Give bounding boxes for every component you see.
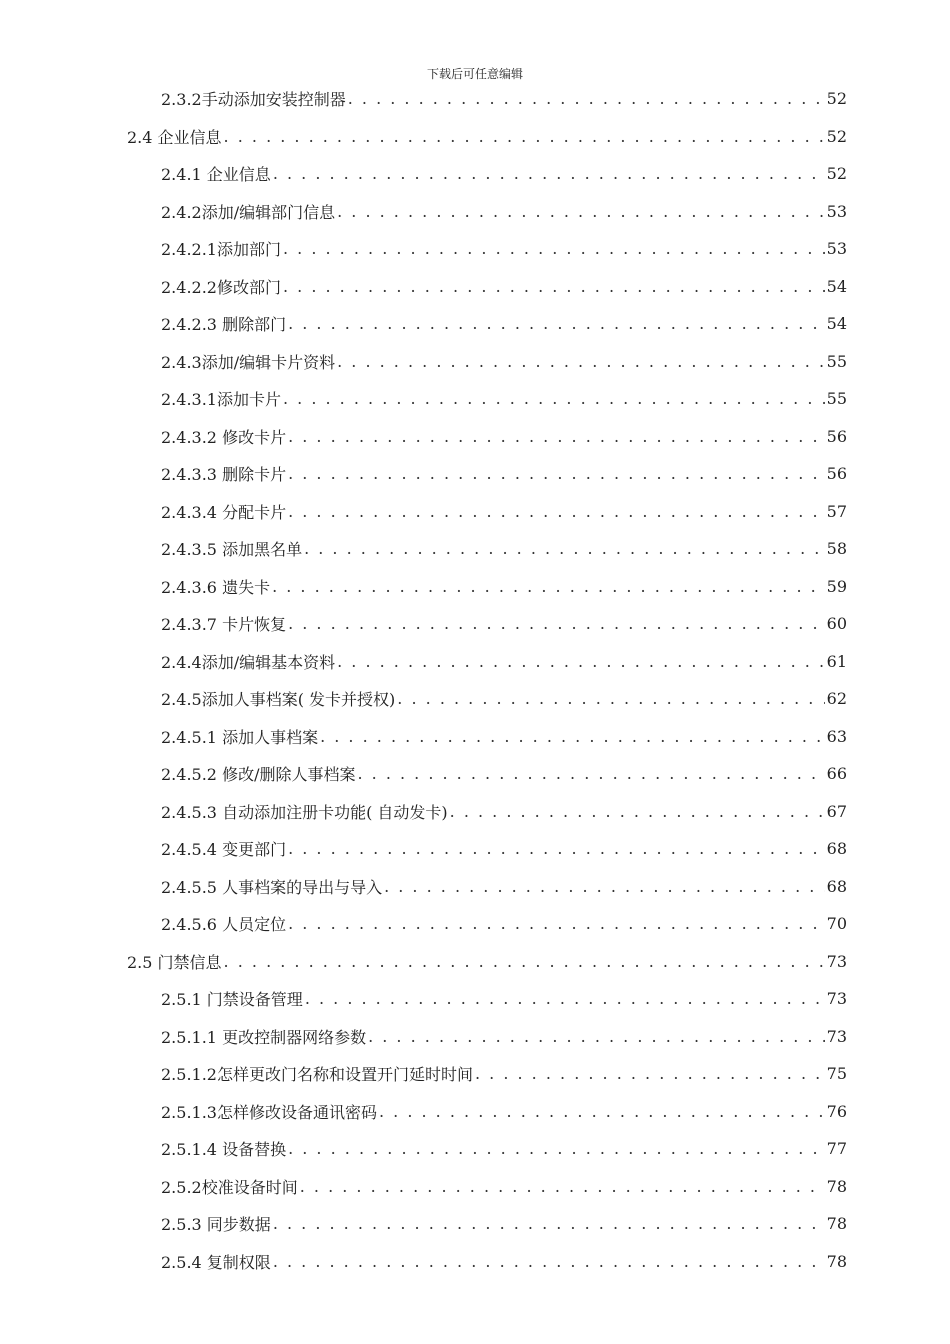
toc-entry[interactable] [161,905,847,943]
toc-entry-title: 2.4.5添加人事档案( 发卡并授权) [161,690,396,710]
toc-dot-leader [300,1177,825,1196]
toc-dot-leader [273,1252,825,1271]
toc-entry[interactable] [161,80,847,118]
toc-dot-leader [320,727,825,746]
toc-entry-title: 2.4.5.2 修改/删除人事档案 [161,765,356,785]
toc-dot-leader [288,502,825,521]
toc-entry[interactable] [161,1055,847,1093]
toc-entry[interactable] [127,943,847,981]
toc-page-number: 73 [826,989,847,1009]
toc-dot-leader [397,689,824,708]
toc-page-number: 55 [826,389,847,409]
toc-entry[interactable] [161,1205,847,1243]
toc-entry-title: 2.4.3.7 卡片恢复 [161,615,287,635]
toc-entry[interactable] [161,680,847,718]
toc-entry-title: 2.5.1.4 设备替换 [161,1140,287,1160]
toc-entry[interactable] [161,793,847,831]
toc-entry[interactable] [161,980,847,1018]
toc-dot-leader [272,577,825,596]
toc-entry[interactable] [161,230,847,268]
toc-dot-leader [273,164,825,183]
toc-entry-title: 2.4.2.1添加部门 [161,240,281,260]
toc-dot-leader [475,1064,825,1083]
toc-dot-leader [368,1027,825,1046]
toc-dot-leader [273,1214,825,1233]
toc-entry-title: 2.4.3.1添加卡片 [161,390,281,410]
toc-page-number: 54 [826,314,847,334]
toc-entry[interactable] [127,118,847,156]
toc-entry[interactable] [161,530,847,568]
toc-page-number: 77 [826,1139,847,1159]
toc-entry-title: 2.4.3.6 遗失卡 [161,577,271,597]
toc-dot-leader [224,127,825,146]
toc-page-number: 73 [826,951,847,971]
toc-dot-leader [337,202,825,221]
toc-entry-title: 2.5 门禁信息 [127,952,222,972]
toc-page-number: 78 [826,1251,847,1271]
toc-entry[interactable] [161,380,847,418]
toc-page-number: 78 [826,1214,847,1234]
toc-page-number: 61 [826,651,847,671]
toc-entry[interactable] [161,755,847,793]
toc-entry-title: 2.5.2校准设备时间 [161,1177,298,1197]
toc-dot-leader [357,764,824,783]
toc-entry[interactable] [161,455,847,493]
toc-page-number: 73 [826,1026,847,1046]
toc-entry-title: 2.4.3.3 删除卡片 [161,465,287,485]
toc-entry-title: 2.4.3.5 添加黑名单 [161,540,303,560]
toc-entry-title: 2.5.4 复制权限 [161,1252,271,1272]
toc-dot-leader [379,1102,825,1121]
toc-entry[interactable] [161,1130,847,1168]
toc-entry-title: 2.4.3添加/编辑卡片资料 [161,352,336,372]
toc-page-number: 57 [826,501,847,521]
toc-dot-leader [283,239,825,258]
toc-page-number: 76 [826,1101,847,1121]
toc-entry[interactable] [161,343,847,381]
toc-page-number: 55 [826,351,847,371]
toc-entry-title: 2.4.3.4 分配卡片 [161,502,287,522]
toc-dot-leader [224,952,825,971]
toc-dot-leader [304,539,825,558]
toc-page-number: 56 [826,464,847,484]
toc-entry[interactable] [161,868,847,906]
toc-entry[interactable] [161,193,847,231]
toc-entry[interactable] [161,1093,847,1131]
toc-page-number: 52 [826,89,847,109]
toc-entry-title: 2.4.5.6 人员定位 [161,915,287,935]
toc-page-number: 52 [826,164,847,184]
toc-entry-title: 2.5.3 同步数据 [161,1215,271,1235]
toc-entry[interactable] [161,1168,847,1206]
toc-page-number: 58 [826,539,847,559]
toc-dot-leader [288,464,825,483]
toc-page-number: 70 [826,914,847,934]
toc-entry[interactable] [161,718,847,756]
toc-entry-title: 2.4.3.2 修改卡片 [161,427,287,447]
toc-entry-title: 2.3.2手动添加安装控制器 [161,90,346,110]
toc-dot-leader [337,352,825,371]
toc-page-number: 78 [826,1176,847,1196]
toc-dot-leader [283,277,825,296]
toc-page-number: 60 [826,614,847,634]
toc-entry[interactable] [161,605,847,643]
toc-dot-leader [450,802,825,821]
toc-entry[interactable] [161,1018,847,1056]
toc-entry-title: 2.4.1 企业信息 [161,165,271,185]
toc-page-number: 54 [826,276,847,296]
toc-entry[interactable] [161,493,847,531]
toc-page-number: 63 [826,726,847,746]
toc-page-number: 59 [826,576,847,596]
toc-entry-title: 2.4.2.3 删除部门 [161,315,287,335]
toc-page-number: 52 [826,126,847,146]
toc-page-number: 75 [826,1064,847,1084]
page-header: 下载后可任意编辑 [426,67,523,81]
toc-entry[interactable] [161,155,847,193]
toc-page-number: 68 [826,876,847,896]
toc-page-number: 62 [826,689,847,709]
toc-entry[interactable] [161,268,847,306]
toc-entry-title: 2.5.1.1 更改控制器网络参数 [161,1027,367,1047]
toc-entry-title: 2.5.1 门禁设备管理 [161,990,303,1010]
toc-dot-leader [384,877,825,896]
toc-entry-title: 2.5.1.2怎样更改门名称和设置开门延时时间 [161,1065,473,1085]
toc-dot-leader [283,389,825,408]
toc-entry-title: 2.4 企业信息 [127,127,222,147]
toc-page-number: 53 [826,239,847,259]
toc-dot-leader [305,989,825,1008]
toc-entry[interactable] [161,568,847,606]
toc-page-number: 68 [826,839,847,859]
toc-entry[interactable] [161,305,847,343]
toc-page-number: 66 [826,764,847,784]
toc-entry-title: 2.4.4添加/编辑基本资料 [161,652,336,672]
toc-dot-leader [288,914,825,933]
toc-entry-title: 2.5.1.3怎样修改设备通讯密码 [161,1102,377,1122]
toc-dot-leader [288,839,825,858]
toc-entry[interactable] [161,418,847,456]
toc-dot-leader [288,1139,825,1158]
toc-entry-title: 2.4.2.2修改部门 [161,277,281,297]
toc-dot-leader [288,314,825,333]
toc-entry[interactable] [161,1243,847,1281]
toc-dot-leader [288,614,825,633]
toc-dot-leader [348,89,825,108]
toc-entry-title: 2.4.5.1 添加人事档案 [161,727,319,747]
toc-entry-title: 2.4.5.5 人事档案的导出与导入 [161,877,383,897]
toc-page-number: 56 [826,426,847,446]
toc-entry[interactable] [161,643,847,681]
toc-entry-title: 2.4.2添加/编辑部门信息 [161,202,336,222]
toc-entry[interactable] [161,830,847,868]
toc-entry-title: 2.4.5.4 变更部门 [161,840,287,860]
toc-dot-leader [288,427,825,446]
toc-dot-leader [337,652,825,671]
toc-page-number: 67 [826,801,847,821]
toc-entry-title: 2.4.5.3 自动添加注册卡功能( 自动发卡) [161,802,448,822]
toc-page-number: 53 [826,201,847,221]
